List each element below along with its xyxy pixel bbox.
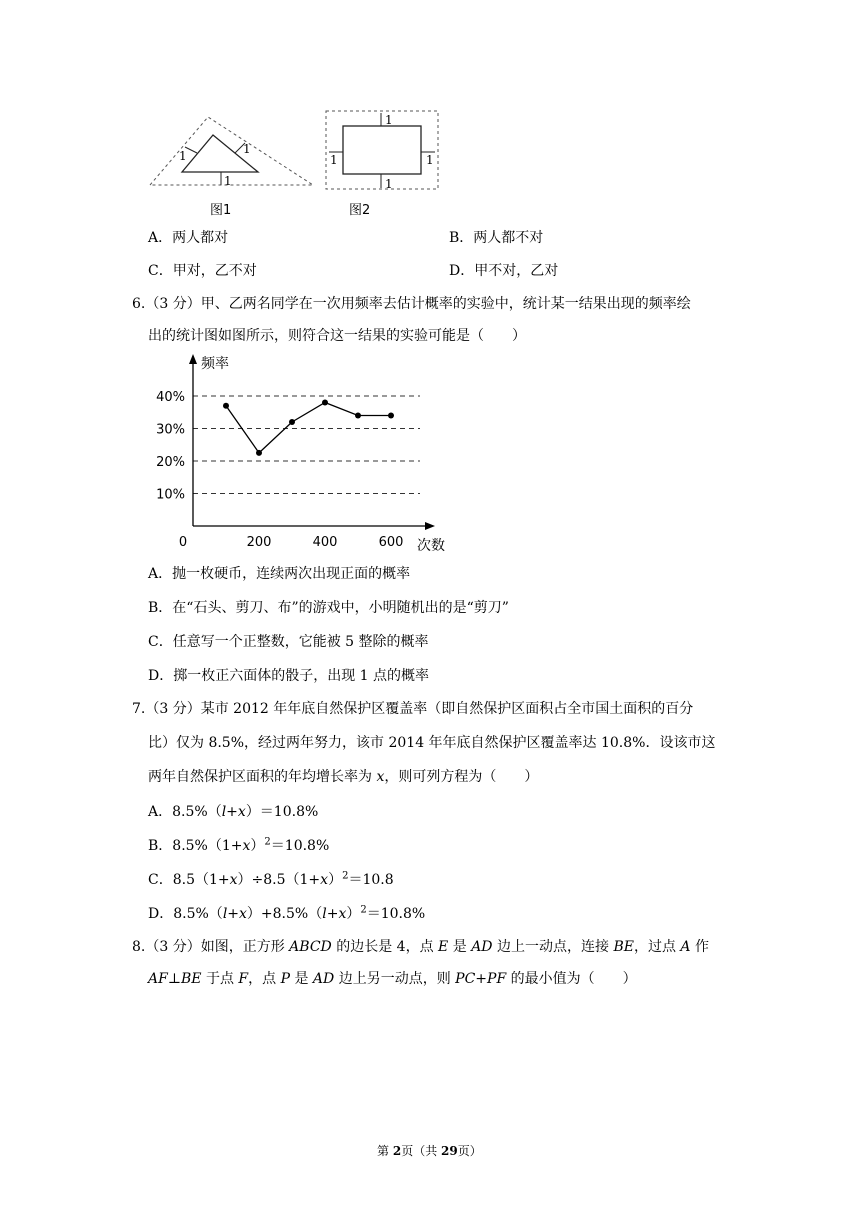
q7-option-c: C．$8.5(1+x)\div 8.5(1+x)^2=10.8$ [148,870,394,888]
fig1-label-right: 1 [243,142,251,156]
q7-option-a: A．8.5%（l+x）＝10.8% [148,804,319,820]
fig2-label-left: 1 [330,153,338,167]
q8-stem-line-2: AF⊥BE 于点 F，点 P 是 AD 边上另一动点，则 PC+PF 的最小值为（ ） [148,971,637,987]
y-tick-label: 20% [156,455,185,470]
x-axis-arrow [425,522,435,530]
frequency-line-chart [145,352,455,554]
x-tick-label: 200 [246,535,272,550]
q7-stem-line-1: 7.（3 分）某市 2012 年年底自然保护区覆盖率（即自然保护区面积占全市国土面积的百分 [132,701,694,717]
fig1-label-bottom: 1 [224,174,232,188]
q7-stem-line-2: 比）仅为 8.5%，经过两年努力，该市 2014 年年底自然保护区覆盖率达 10.8%．设该市这 [148,735,716,751]
x-tick-label: 400 [312,535,338,550]
q5-option-d: D．甲不对，乙对 [449,263,559,279]
fig1-label-left: 1 [179,149,187,163]
q5-option-a: A．两人都对 [148,230,229,246]
x-axis-label: 次数 [417,538,445,554]
data-point [256,450,262,456]
q6-stem-line-2: 出的统计图如图所示，则符合这一结果的实验可能是（ ） [148,328,526,344]
figure-1-caption: 图1 [210,203,232,218]
figure-2-rectangle [323,108,441,192]
q6-option-b: B．在“石头、剪刀、布”的游戏中，小明随机出的是“剪刀” [148,600,509,616]
q6-stem-line-1: 6.（3 分）甲、乙两名同学在一次用频率去估计概率的实验中，统计某一结果出现的频率绘 [132,296,691,312]
q6-option-c: C．任意写一个正整数，它能被 5 整除的概率 [148,634,429,650]
figure-1-triangle [145,105,320,190]
q5-option-c: C．甲对，乙不对 [148,263,257,279]
figure-2-caption: 图2 [349,203,371,218]
y-tick-label: 40% [156,390,185,405]
data-point [355,413,361,419]
data-point [223,403,229,409]
y-axis-label: 频率 [201,356,229,372]
fig2-label-top: 1 [385,113,393,127]
q7-option-d: D．$8.5\%(l+x)+8.5\%(l+x)^2=10.8\%$ [148,904,426,922]
q6-option-a: A．抛一枚硬币，连续两次出现正面的概率 [148,566,411,582]
y-tick-label: 30% [156,422,185,438]
data-point [322,400,328,406]
y-tick-label: 10% [156,487,185,503]
q7-option-b: B．$8.5\%(1+x)^2=10.8\%$ [148,836,330,854]
y-axis-arrow [189,354,197,364]
x-tick-label: 600 [378,535,404,550]
q7-stem-line-3: 两年自然保护区面积的年均增长率为 x，则可列方程为（ ） [148,769,539,785]
q8-stem-line-1: 8.（3 分）如图，正方形 ABCD 的边长是 4，点 E 是 AD 边上一动点，连接 BE，过点 A 作 [132,939,709,955]
page-footer: 第 2页（共 29页） [377,1144,482,1158]
data-point [289,419,295,425]
q6-option-d: D．掷一枚正六面体的骰子，出现 1 点的概率 [148,668,430,684]
x-tick-label: 0 [178,535,188,550]
series-line [226,403,391,453]
fig2-label-right: 1 [426,153,434,167]
data-point [388,413,394,419]
fig2-label-bottom: 1 [385,177,393,191]
q5-option-b: B．两人都不对 [449,230,544,246]
